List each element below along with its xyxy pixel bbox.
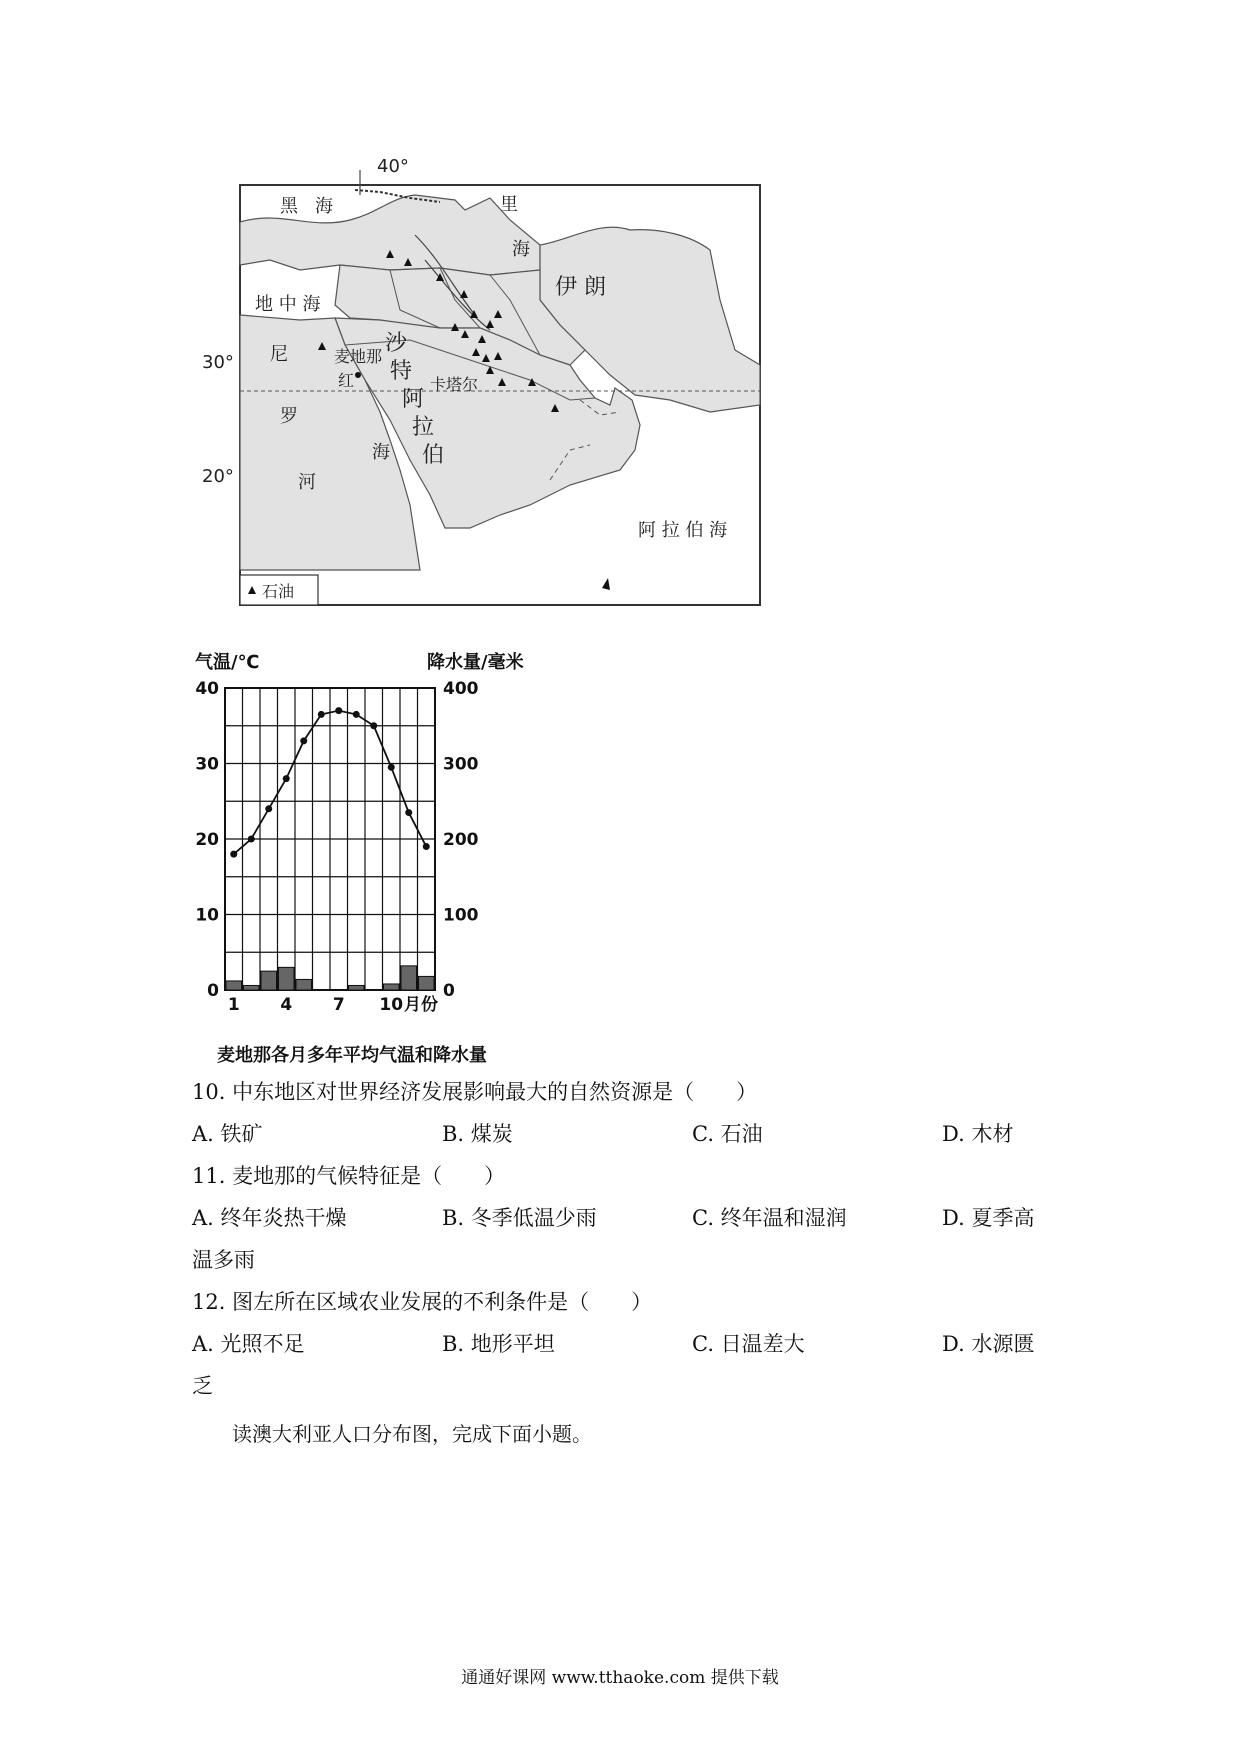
precip-bar [279,967,295,990]
ylabel-left: 气温/℃ [195,652,260,673]
label-caspian-1: 里 [500,194,518,215]
medina-dot [355,372,361,378]
next-section-intro: 读澳大利亚人口分布图，完成下面小题。 [232,1422,592,1446]
q12-option-b[interactable]: B. 地形平坦 [442,1332,555,1356]
x-tick-label: 4 [280,995,293,1015]
temp-point [353,711,360,718]
left-tick-label: 20 [195,830,219,850]
map-lat-20: 20° [202,466,234,487]
q12-option-c[interactable]: C. 日温差大 [692,1332,805,1356]
q11-option-c[interactable]: C. 终年温和湿润 [692,1206,847,1230]
q11-option-d-continuation: 温多雨 [192,1248,255,1272]
right-tick-label: 400 [443,679,479,699]
x-axis-label: 月份 [404,995,438,1015]
x-tick-label: 7 [332,995,345,1015]
label-red-sea-1: 红 [338,371,355,390]
x-tick-label: 1 [227,995,240,1015]
temp-point [300,737,307,744]
label-saudi-2: 特 [390,359,413,384]
climate-chart [195,648,555,1070]
label-red-sea-2: 海 [372,442,390,463]
right-tick-label: 300 [443,754,479,775]
precip-bar [419,976,435,990]
temp-point [423,843,430,850]
question-10-stem: 10. 中东地区对世界经济发展影响最大的自然资源是（ ） [192,1080,758,1104]
label-nile-2: 罗 [280,406,298,427]
temp-point [370,722,377,729]
x-tick-label: 10 [379,995,404,1015]
chart-grid [225,688,435,990]
temp-point [405,809,412,816]
q11-option-b[interactable]: B. 冬季低温少雨 [442,1206,597,1230]
temp-point [230,851,237,858]
label-iran: 伊 朗 [555,275,606,300]
right-tick-label: 0 [443,981,455,1001]
ylabel-right: 降水量/毫米 [427,652,524,673]
q10-option-a[interactable]: A. 铁矿 [192,1122,263,1146]
temp-point [388,764,395,771]
label-saudi-1: 沙 [385,331,408,356]
left-tick-label: 0 [207,981,219,1001]
left-tick-label: 40 [195,679,219,699]
temp-point [335,707,342,714]
precip-bar [261,971,277,990]
q12-option-d-continuation: 乏 [192,1374,213,1398]
label-saudi-3: 阿 [402,387,425,412]
map-legend [240,575,318,605]
label-caspian-2: 海 [512,239,530,260]
right-tick-label: 200 [443,830,479,850]
page-footer: 通通好课网 www.tthaoke.com 提供下载 [461,1668,779,1688]
q11-option-d[interactable]: D. 夏季高 [942,1206,1035,1230]
precip-bar [384,984,400,990]
q12-option-d[interactable]: D. 水源匮 [942,1332,1035,1356]
chart-caption: 麦地那各月多年平均气温和降水量 [217,1045,487,1066]
question-12-stem: 12. 图左所在区域农业发展的不利条件是（ ） [192,1290,653,1314]
map-lon-label: 40° [377,156,409,177]
precip-bar [244,985,260,990]
map-lat-30: 30° [202,352,234,373]
label-black-sea-1: 黑 [280,196,298,217]
label-arabian-sea: 阿 拉 伯 海 [638,520,728,541]
label-nile-1: 尼 [270,344,288,365]
left-tick-label: 30 [195,754,219,775]
q10-option-d[interactable]: D. 木材 [942,1122,1014,1146]
label-qatar: 卡塔尔 [430,375,479,394]
left-tick-label: 10 [195,905,219,926]
label-mediterranean: 地 中 海 [255,294,321,315]
temp-point [283,775,290,782]
right-tick-label: 100 [443,905,479,926]
precip-bar [226,981,242,990]
label-saudi-5: 伯 [422,443,445,468]
label-nile-3: 河 [298,472,316,493]
q11-option-a[interactable]: A. 终年炎热干燥 [192,1206,347,1230]
question-11-stem: 11. 麦地那的气候特征是（ ） [192,1164,506,1188]
legend-oil-label: 石油 [262,582,295,601]
temp-point [265,805,272,812]
precip-bar [296,979,312,990]
temp-point [248,836,255,843]
q10-option-c[interactable]: C. 石油 [692,1122,763,1146]
q10-option-b[interactable]: B. 煤炭 [442,1122,513,1146]
label-saudi-4: 拉 [412,415,435,440]
q12-option-a[interactable]: A. 光照不足 [192,1332,305,1356]
middle-east-map [202,150,770,620]
label-medina: 麦地那 [334,347,383,366]
temp-point [318,711,325,718]
label-black-sea-2: 海 [315,196,333,217]
precip-bar [349,985,365,990]
precip-bar [401,966,417,990]
